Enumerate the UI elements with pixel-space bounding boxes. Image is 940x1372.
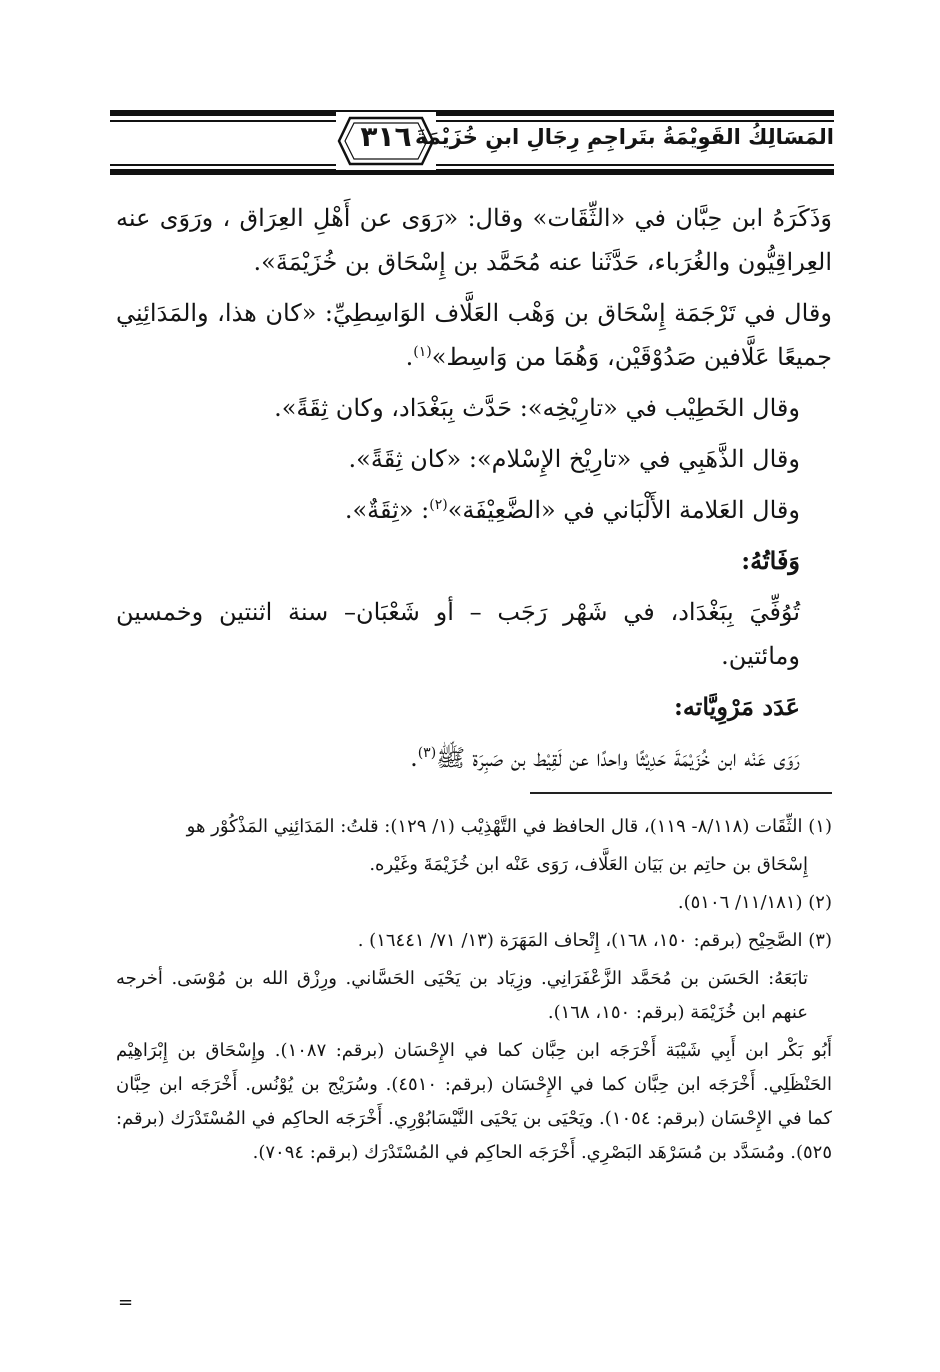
paragraph-ishaq-wahb	[116, 291, 832, 379]
line-khatib: وقال الخَطِيْب في «تارِيْخِه»: حَدَّث بِبَغْدَاد، وكان ثِقَةً».	[274, 394, 800, 422]
line-dhahabi: وقال الذَّهَبِي في «تارِيْخ الإِسْلام»: «كان ثِقَةً».	[348, 445, 800, 473]
header-rule-bottom	[110, 169, 834, 175]
page-number: ٣١٦	[360, 120, 412, 153]
line-albani-tail: : «ثِقَةٌ».	[344, 496, 430, 524]
continuation-mark: =	[118, 1292, 134, 1313]
header-rule-top	[110, 110, 834, 116]
page-header	[110, 98, 834, 180]
footnote-1: (١) الثِّقَات (٨/١١٨- ١١٩)، قال الحافظ في التَّهْذِيْب (١/ ١٢٩): قلتُ: المَدَائِنِي المَذْكُوْر هو	[186, 816, 832, 837]
paragraph-ishaq-wahb-text: وقال في تَرْجَمَة إِسْحَاق بن وَهْب العَلَّاف الوَاسِطِيِّ: «كان هذا، والمَدَائِنِي جميعًا عَلَّافين صَدُوْقَيْن، وَهُمَا من وَاسِط»	[116, 299, 832, 371]
narrations-count-text	[116, 736, 800, 780]
footnote-3-followers: تابَعَهُ: الحَسَن بن مُحَمَّد الزَّعْفَرَانِي. وزِيَاد بن يَحْيَى الحَسَّاني. ورِزْق الله بن مُوْسَى. أخرجه عنهم ابن خُزَيْمَة (برقم: ١٥٠، ١٦٨).	[116, 968, 808, 1023]
sentence-period-2: .	[410, 744, 418, 772]
footnote-separator	[530, 792, 832, 794]
paragraph-ibn-hibban: وَذَكَرَهُ ابن حِبَّان في «الثِّقَات» وقال: «رَوَى عن أَهْلِ العِرَاق ، ورَوَى عنه العِراقِيُّون والغُرَباء، حَدَّثَنا عنه مُحَمَّد بن إِسْحَاق بن خُزَيْمَةَ».	[116, 204, 832, 276]
footnote-ref-3[interactable]: (٣)	[417, 745, 437, 761]
footnote-ref-2[interactable]: (٢)	[429, 497, 448, 513]
death-text: تُوُفِّيَ بِبَغْدَاد، في شَهْر رَجَب – أو شَعْبَان– سنة اثنتين وخمسين ومائتين.	[116, 598, 800, 670]
death-heading: وَفَاتُهُ:	[741, 546, 800, 575]
footnote-ref-1[interactable]: (١)	[413, 344, 432, 360]
line-albani-text: وقال العَلامة الأَلْبَاني في «الضَّعِيْفَة»	[447, 496, 800, 524]
line-albani	[116, 488, 800, 532]
narrations-count-heading: عَدَد مَرْوِيَّاته:	[673, 692, 800, 721]
header-rule-bottom-thin	[110, 164, 834, 166]
footnotes	[116, 810, 832, 1174]
header-rule-top-thin	[110, 120, 834, 122]
main-text	[116, 196, 832, 787]
footnote-3-narrators: أَبُو بَكْر ابن أَبِي شَيْبَة أَخْرَجَه ابن حِبَّان كما في الإِحْسَان (برقم: ١٠٨٧). وإِسْحَاق بن إِبْرَاهِيْم الحَنْظَلِي. أَخْرَجَه ابن حِبَّان كما في الإِحْسَان (برقم: ٤٥١٠). وسُرَيْج بن يُوْنُس. أَخْرَجَه ابن حِبَّان كما في الإِحْسَان (برقم: ١٠٥٤). ويَحْيَى بن يَحْيَى النَّيْسَابُوْرِي. أَخْرَجَه الحاكِم في المُسْتَدْرَك (برقم: ٥٢٥). ومُسَدَّد بن مُسَرْهَد البَصْرِي. أَخْرَجَه الحاكِم في المُسْتَدْرَك (برقم: ٧٠٩٤).	[116, 1040, 833, 1163]
footnote-2: (٢) (١١/١٨١/ ٥١٠٦).	[677, 892, 832, 913]
sentence-period: .	[405, 343, 414, 371]
running-header-title: المَسَالِكُ القَوِيْمَةُ بتَراجِمِ رِجَالِ ابنِ خُزَيْمَةَ	[414, 125, 834, 149]
narrations-count-body: رَوَى عَنْه ابن خُزَيْمَةَ حَدِيْثًا واحدًا عن لَقِيْط بن صَبِرَة ﷺ	[436, 744, 800, 772]
footnote-3: (٣) الصَّحِيْح (برقم: ١٥٠، ١٦٨)، إِتْحاف المَهَرَة (١٣/ ٧١/ ١٦٤٤١) .	[357, 930, 832, 951]
footnote-1-continuation: إِسْحَاق بن حاتِم بن بَيَان العَلَّاف، رَوَى عَنْه ابن خُزَيْمَةَ وغَيْره.	[369, 854, 808, 875]
